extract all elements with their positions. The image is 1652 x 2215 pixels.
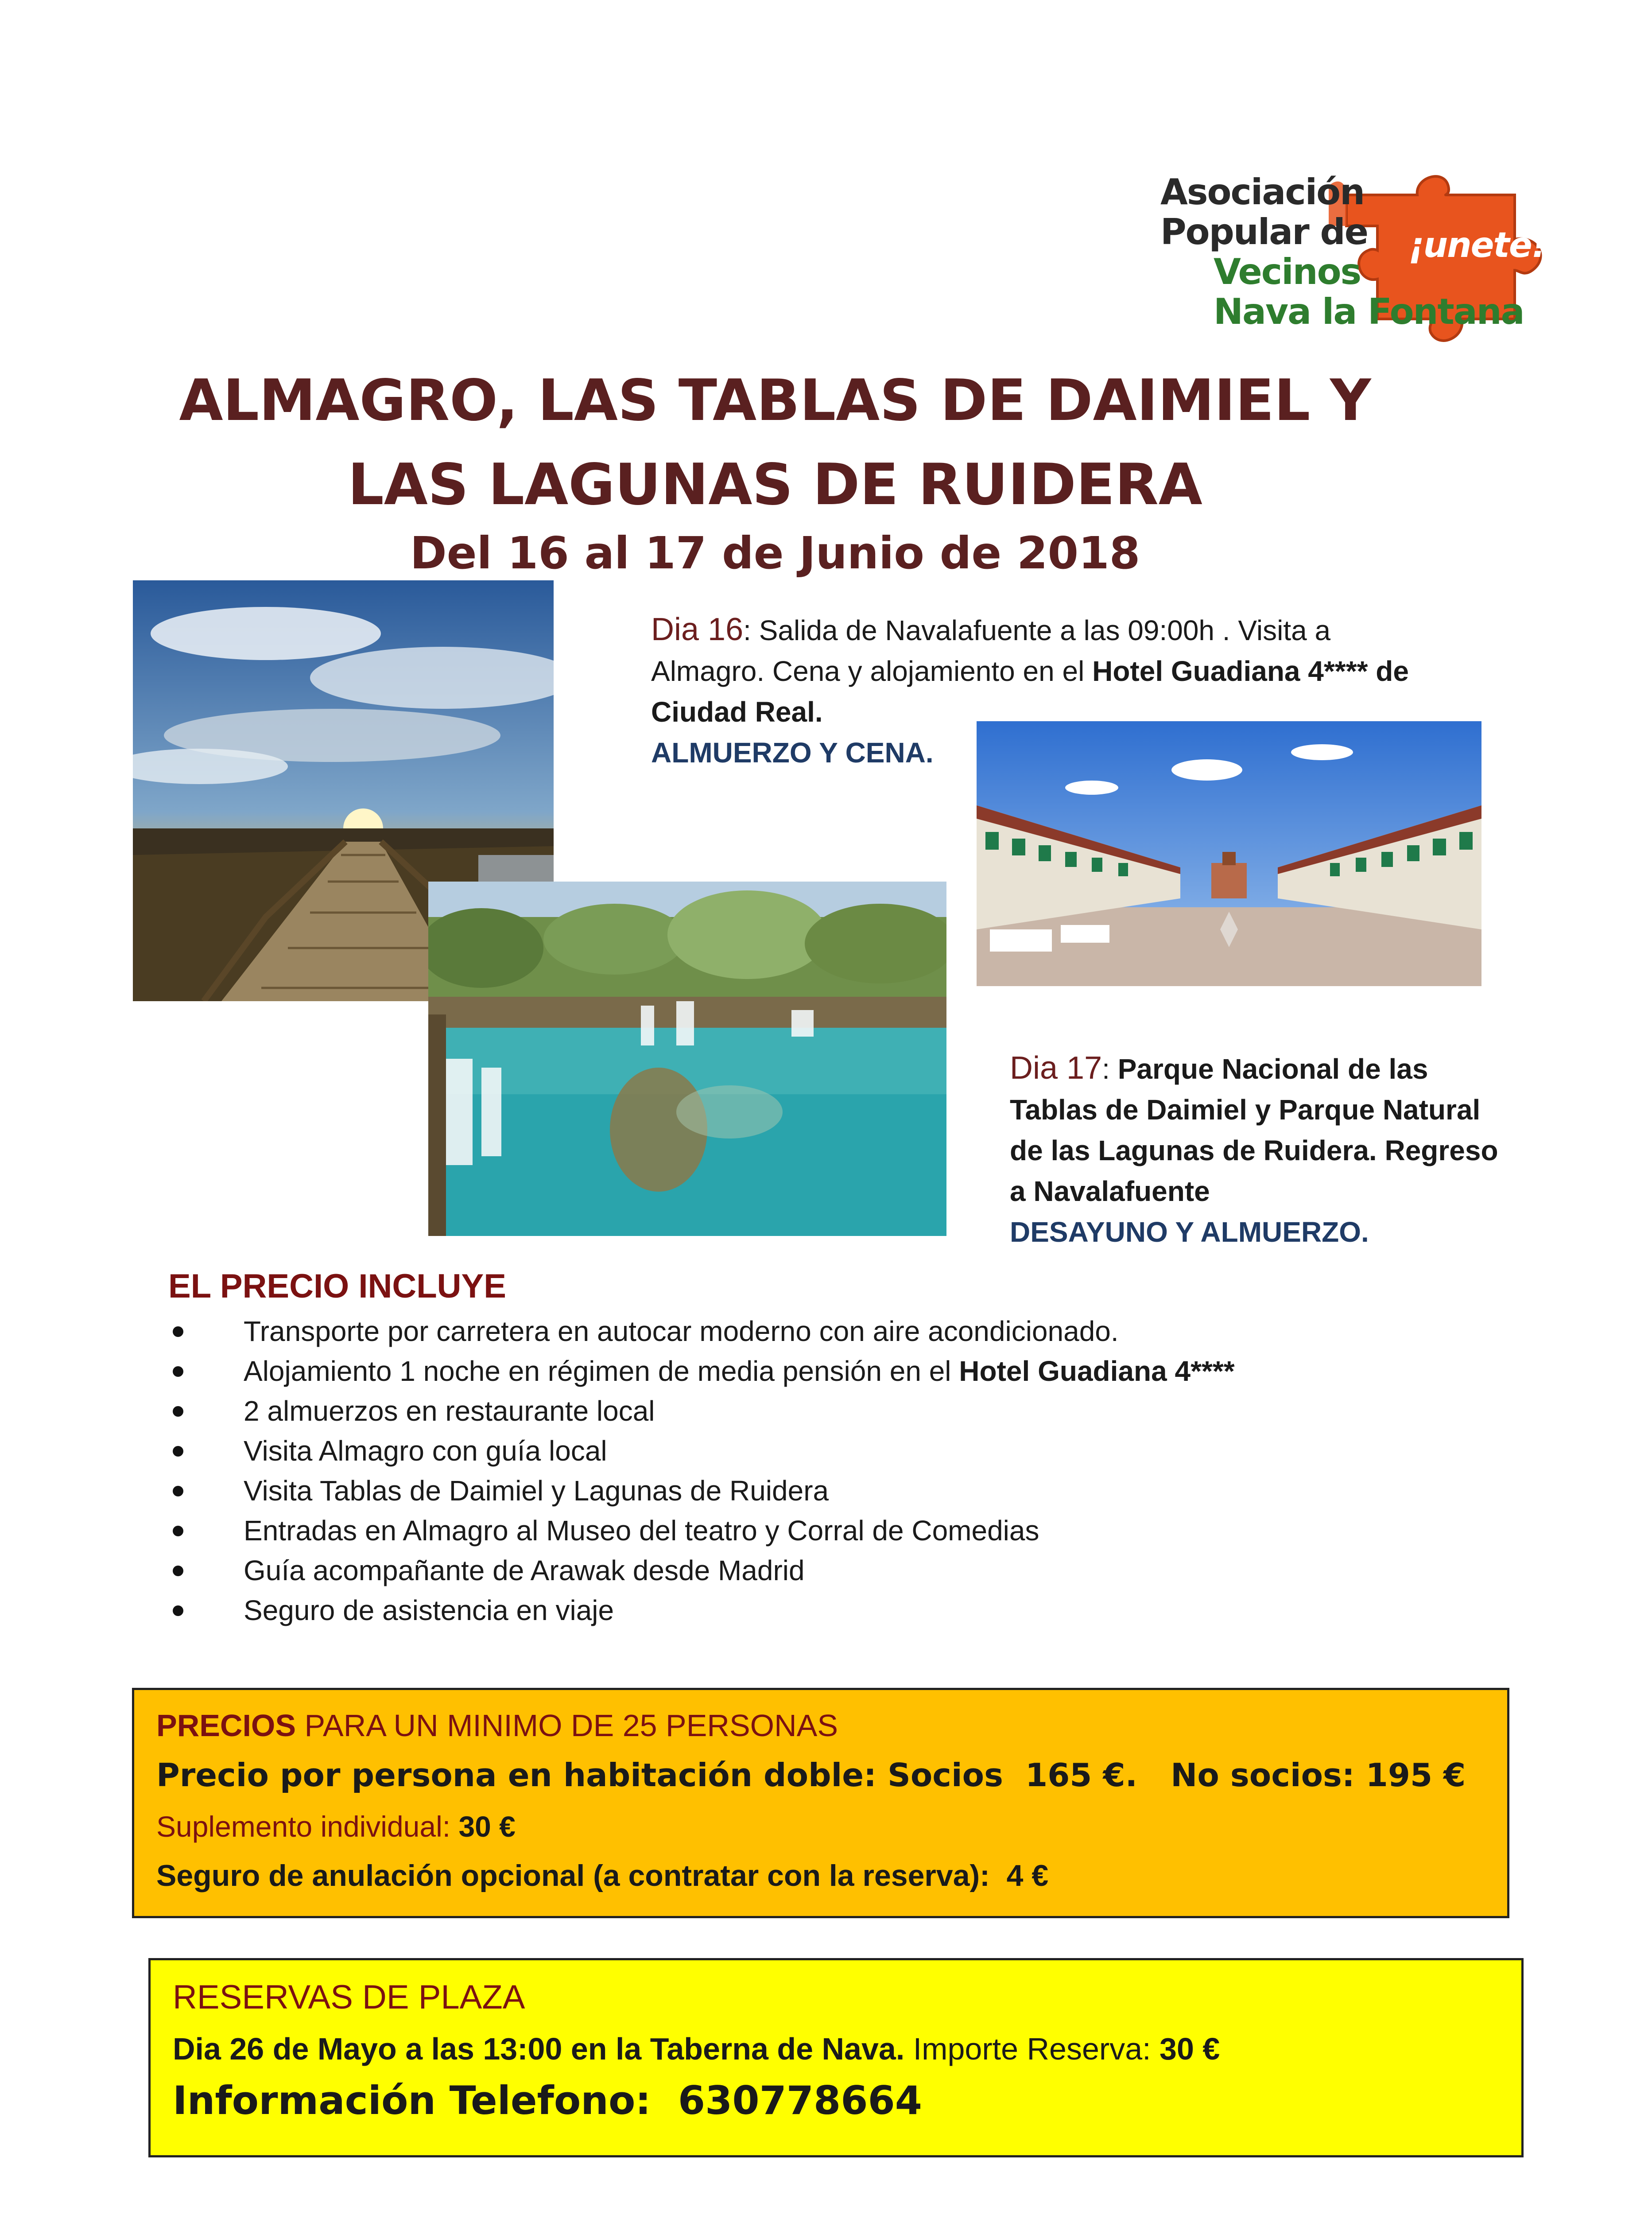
price-per-person: Precio por persona en habitación doble: Socios 165 €. No socios: 195 € xyxy=(156,1756,1466,1794)
day17-description xyxy=(1010,1048,1519,1252)
list-item: Transporte por carretera en autocar moderno con aire acondicionado. xyxy=(164,1311,1235,1351)
phone-number: 630778664 xyxy=(678,2078,922,2123)
cancellation-insurance: Seguro de anulación opcional (a contratar con la reserva): 4 € xyxy=(156,1859,1049,1892)
info-label: Información Telefono: xyxy=(173,2078,651,2123)
includes-list xyxy=(164,1311,1235,1630)
single-supplement xyxy=(156,1810,516,1843)
deposit-label: Importe Reserva: xyxy=(904,2032,1160,2066)
day17-line-3: de las Lagunas de Ruidera. Regreso xyxy=(1010,1135,1498,1166)
reservations-box xyxy=(148,1958,1524,2157)
prices-heading xyxy=(156,1708,838,1743)
logo-badge: ¡unete! xyxy=(1408,225,1547,265)
single-supplement-value: 30 € xyxy=(458,1810,516,1843)
deposit-value: 30 € xyxy=(1160,2032,1220,2066)
day16-text-3: Ciudad Real. xyxy=(651,696,823,728)
list-item: Seguro de asistencia en viaje xyxy=(164,1590,1235,1630)
list-item: 2 almuerzos en restaurante local xyxy=(164,1391,1235,1431)
list-item: Visita Tablas de Daimiel y Lagunas de Ruidera xyxy=(164,1471,1235,1511)
list-item: Guía acompañante de Arawak desde Madrid xyxy=(164,1550,1235,1590)
prices-heading-rest: PARA UN MINIMO DE 25 PERSONAS xyxy=(296,1708,838,1743)
logo-line-1: Asociación xyxy=(1160,171,1365,213)
reservations-heading: RESERVAS DE PLAZA xyxy=(173,1978,525,2016)
day16-text-1: : Salida de Navalafuente a las 09:00h . Visita a xyxy=(743,614,1331,646)
reservation-date-text: Dia 26 de Mayo a las 13:00 en la Taberna de Nava. xyxy=(173,2032,905,2066)
day16-meals: ALMUERZO Y CENA. xyxy=(651,737,934,769)
page-title-line-2: LAS LAGUNAS DE RUIDERA xyxy=(348,452,1202,518)
info-phone-line xyxy=(173,2078,922,2123)
day16-text-2: Almagro. Cena y alojamiento en el xyxy=(651,655,1093,687)
prices-heading-bold: PRECIOS xyxy=(156,1708,296,1743)
day17-sep: : xyxy=(1102,1053,1118,1085)
includes-title: EL PRECIO INCLUYE xyxy=(168,1267,506,1305)
day17-line-1: Parque Nacional de las xyxy=(1117,1053,1428,1085)
page-subtitle: Del 16 al 17 de Junio de 2018 xyxy=(410,527,1140,579)
day16-label: Dia 16 xyxy=(651,612,744,647)
day16-hotel: Hotel Guadiana 4**** de xyxy=(1092,655,1409,687)
logo-line-3: Vecinos xyxy=(1214,251,1361,292)
ruidera-waterfall-photo xyxy=(428,882,946,1236)
day17-meals: DESAYUNO Y ALMUERZO. xyxy=(1010,1216,1369,1248)
list-item: Visita Almagro con guía local xyxy=(164,1431,1235,1471)
page-title-line-1: ALMAGRO, LAS TABLAS DE DAIMIEL Y xyxy=(179,368,1371,434)
day17-line-2: Tablas de Daimiel y Parque Natural xyxy=(1010,1094,1481,1126)
logo-line-2: Popular de xyxy=(1160,211,1368,253)
day17-label: Dia 17 xyxy=(1010,1050,1102,1086)
reservation-date xyxy=(173,2031,1220,2067)
day17-line-4: a Navalafuente xyxy=(1010,1175,1210,1207)
list-item-text: Alojamiento 1 noche en régimen de media pensión en el xyxy=(244,1355,959,1387)
association-logo xyxy=(1160,168,1559,359)
day16-description xyxy=(651,609,1493,773)
single-supplement-label: Suplemento individual: xyxy=(156,1810,459,1843)
list-item xyxy=(164,1351,1235,1391)
list-item-hotel: Hotel Guadiana 4**** xyxy=(959,1355,1235,1387)
list-item: Entradas en Almagro al Museo del teatro y Corral de Comedias xyxy=(164,1511,1235,1550)
prices-box xyxy=(132,1688,1509,1918)
logo-line-4: Nava la Fontana xyxy=(1214,291,1524,332)
